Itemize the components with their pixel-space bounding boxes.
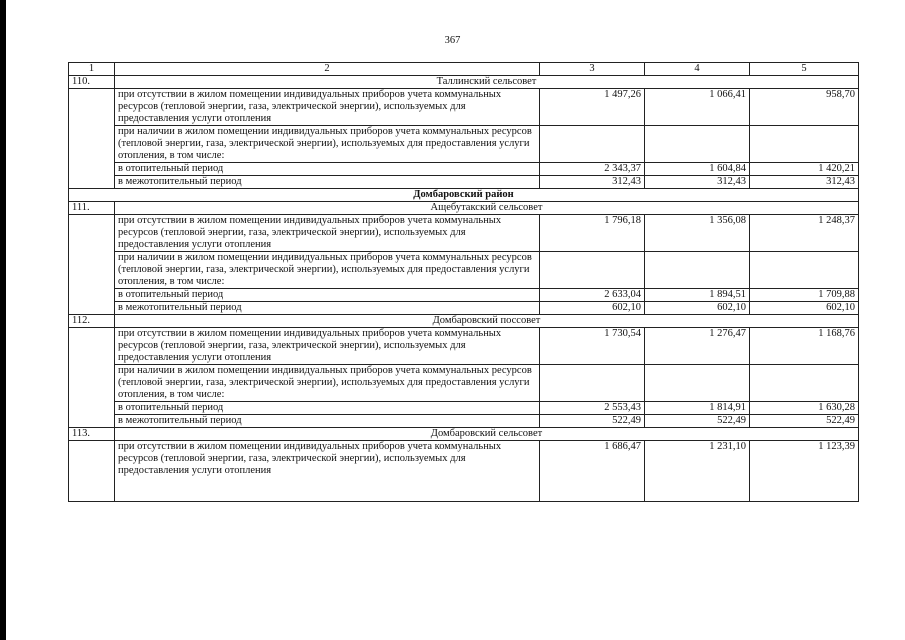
value-col4: 1 231,10 bbox=[645, 441, 750, 502]
value-col3: 1 730,54 bbox=[540, 328, 645, 365]
value-col4: 1 894,51 bbox=[645, 289, 750, 302]
value-col5: 312,43 bbox=[750, 176, 859, 189]
section-113-without-meters-row bbox=[69, 441, 859, 502]
value-col5: 958,70 bbox=[750, 89, 859, 126]
section-111-spacer bbox=[69, 215, 115, 315]
value-col3: 312,43 bbox=[540, 176, 645, 189]
interheating-period-label: в межотопительный период bbox=[115, 176, 540, 189]
empty-cell bbox=[540, 126, 645, 163]
with-meters-text: при наличии в жилом помещении индивидуальных приборов учета коммунальных ресурсов (тепловой энергии, газа, электрической энергии), используемых для предоставления услуги отопления, в том числе: bbox=[115, 365, 540, 402]
value-col4: 602,10 bbox=[645, 302, 750, 315]
value-col5: 1 709,88 bbox=[750, 289, 859, 302]
value-col4: 1 356,08 bbox=[645, 215, 750, 252]
value-col3: 1 497,26 bbox=[540, 89, 645, 126]
value-col3: 2 343,37 bbox=[540, 163, 645, 176]
value-col4: 312,43 bbox=[645, 176, 750, 189]
page-number: 367 bbox=[444, 35, 461, 46]
section-111-number: 111. bbox=[69, 202, 115, 215]
empty-cell bbox=[540, 365, 645, 402]
value-col4: 522,49 bbox=[645, 415, 750, 428]
heating-period-label: в отопительный период bbox=[115, 163, 540, 176]
section-113-title: Домбаровский сельсовет bbox=[115, 428, 859, 441]
section-111-header bbox=[69, 202, 859, 215]
without-meters-text: при отсутствии в жилом помещении индивидуальных приборов учета коммунальных ресурсов (тепловой энергии, газа, электрической энергии), используемых для предоставления услуги отопления bbox=[115, 328, 540, 365]
district-header-row bbox=[69, 189, 859, 202]
value-col5: 602,10 bbox=[750, 302, 859, 315]
value-col3: 1 796,18 bbox=[540, 215, 645, 252]
column-header-3: 3 bbox=[540, 63, 645, 76]
empty-cell bbox=[750, 126, 859, 163]
empty-cell bbox=[645, 365, 750, 402]
value-col3: 2 553,43 bbox=[540, 402, 645, 415]
section-111-title: Ащебутакский сельсовет bbox=[115, 202, 859, 215]
section-113-spacer bbox=[69, 441, 115, 502]
section-110-spacer bbox=[69, 89, 115, 189]
with-meters-text: при наличии в жилом помещении индивидуальных приборов учета коммунальных ресурсов (тепловой энергии, газа, электрической энергии), используемых для предоставления услуги отопления, в том числе: bbox=[115, 252, 540, 289]
section-111-heating-row bbox=[69, 289, 859, 302]
without-meters-text: при отсутствии в жилом помещении индивидуальных приборов учета коммунальных ресурсов (тепловой энергии, газа, электрической энергии), используемых для предоставления услуги отопления bbox=[115, 441, 540, 502]
section-113-header bbox=[69, 428, 859, 441]
value-col4: 1 604,84 bbox=[645, 163, 750, 176]
section-110-with-meters-row bbox=[69, 126, 859, 163]
value-col5: 522,49 bbox=[750, 415, 859, 428]
section-112-with-meters-row bbox=[69, 365, 859, 402]
section-112-header bbox=[69, 315, 859, 328]
value-col4: 1 814,91 bbox=[645, 402, 750, 415]
column-numbers-row bbox=[69, 63, 859, 76]
without-meters-text: при отсутствии в жилом помещении индивидуальных приборов учета коммунальных ресурсов (тепловой энергии, газа, электрической энергии), используемых для предоставления услуги отопления bbox=[115, 89, 540, 126]
interheating-period-label: в межотопительный период bbox=[115, 415, 540, 428]
section-111-with-meters-row bbox=[69, 252, 859, 289]
value-col3: 602,10 bbox=[540, 302, 645, 315]
district-title: Домбаровский район bbox=[69, 189, 859, 202]
section-113-number: 113. bbox=[69, 428, 115, 441]
empty-cell bbox=[645, 252, 750, 289]
empty-cell bbox=[540, 252, 645, 289]
left-edge-bar bbox=[0, 0, 6, 640]
interheating-period-label: в межотопительный период bbox=[115, 302, 540, 315]
empty-cell bbox=[645, 126, 750, 163]
section-110-interheating-row bbox=[69, 176, 859, 189]
with-meters-text: при наличии в жилом помещении индивидуальных приборов учета коммунальных ресурсов (тепловой энергии, газа, электрической энергии), используемых для предоставления услуги отопления, в том числе: bbox=[115, 126, 540, 163]
section-112-spacer bbox=[69, 328, 115, 428]
column-header-5: 5 bbox=[750, 63, 859, 76]
section-112-title: Домбаровский поссовет bbox=[115, 315, 859, 328]
heating-period-label: в отопительный период bbox=[115, 289, 540, 302]
section-112-without-meters-row bbox=[69, 328, 859, 365]
value-col5: 1 420,21 bbox=[750, 163, 859, 176]
section-112-interheating-row bbox=[69, 415, 859, 428]
value-col4: 1 066,41 bbox=[645, 89, 750, 126]
value-col5: 1 168,76 bbox=[750, 328, 859, 365]
section-110-heating-row bbox=[69, 163, 859, 176]
value-col5: 1 248,37 bbox=[750, 215, 859, 252]
column-header-4: 4 bbox=[645, 63, 750, 76]
value-col3: 522,49 bbox=[540, 415, 645, 428]
value-col4: 1 276,47 bbox=[645, 328, 750, 365]
section-111-interheating-row bbox=[69, 302, 859, 315]
tariff-table bbox=[68, 62, 859, 502]
section-110-header bbox=[69, 76, 859, 89]
empty-cell bbox=[750, 365, 859, 402]
column-header-2: 2 bbox=[115, 63, 540, 76]
value-col5: 1 630,28 bbox=[750, 402, 859, 415]
section-110-number: 110. bbox=[69, 76, 115, 89]
section-112-heating-row bbox=[69, 402, 859, 415]
column-header-1: 1 bbox=[69, 63, 115, 76]
section-110-without-meters-row bbox=[69, 89, 859, 126]
section-112-number: 112. bbox=[69, 315, 115, 328]
value-col3: 2 633,04 bbox=[540, 289, 645, 302]
value-col3: 1 686,47 bbox=[540, 441, 645, 502]
heating-period-label: в отопительный период bbox=[115, 402, 540, 415]
section-110-title: Таллинский сельсовет bbox=[115, 76, 859, 89]
empty-cell bbox=[750, 252, 859, 289]
without-meters-text: при отсутствии в жилом помещении индивидуальных приборов учета коммунальных ресурсов (тепловой энергии, газа, электрической энергии), используемых для предоставления услуги отопления bbox=[115, 215, 540, 252]
section-111-without-meters-row bbox=[69, 215, 859, 252]
value-col5: 1 123,39 bbox=[750, 441, 859, 502]
